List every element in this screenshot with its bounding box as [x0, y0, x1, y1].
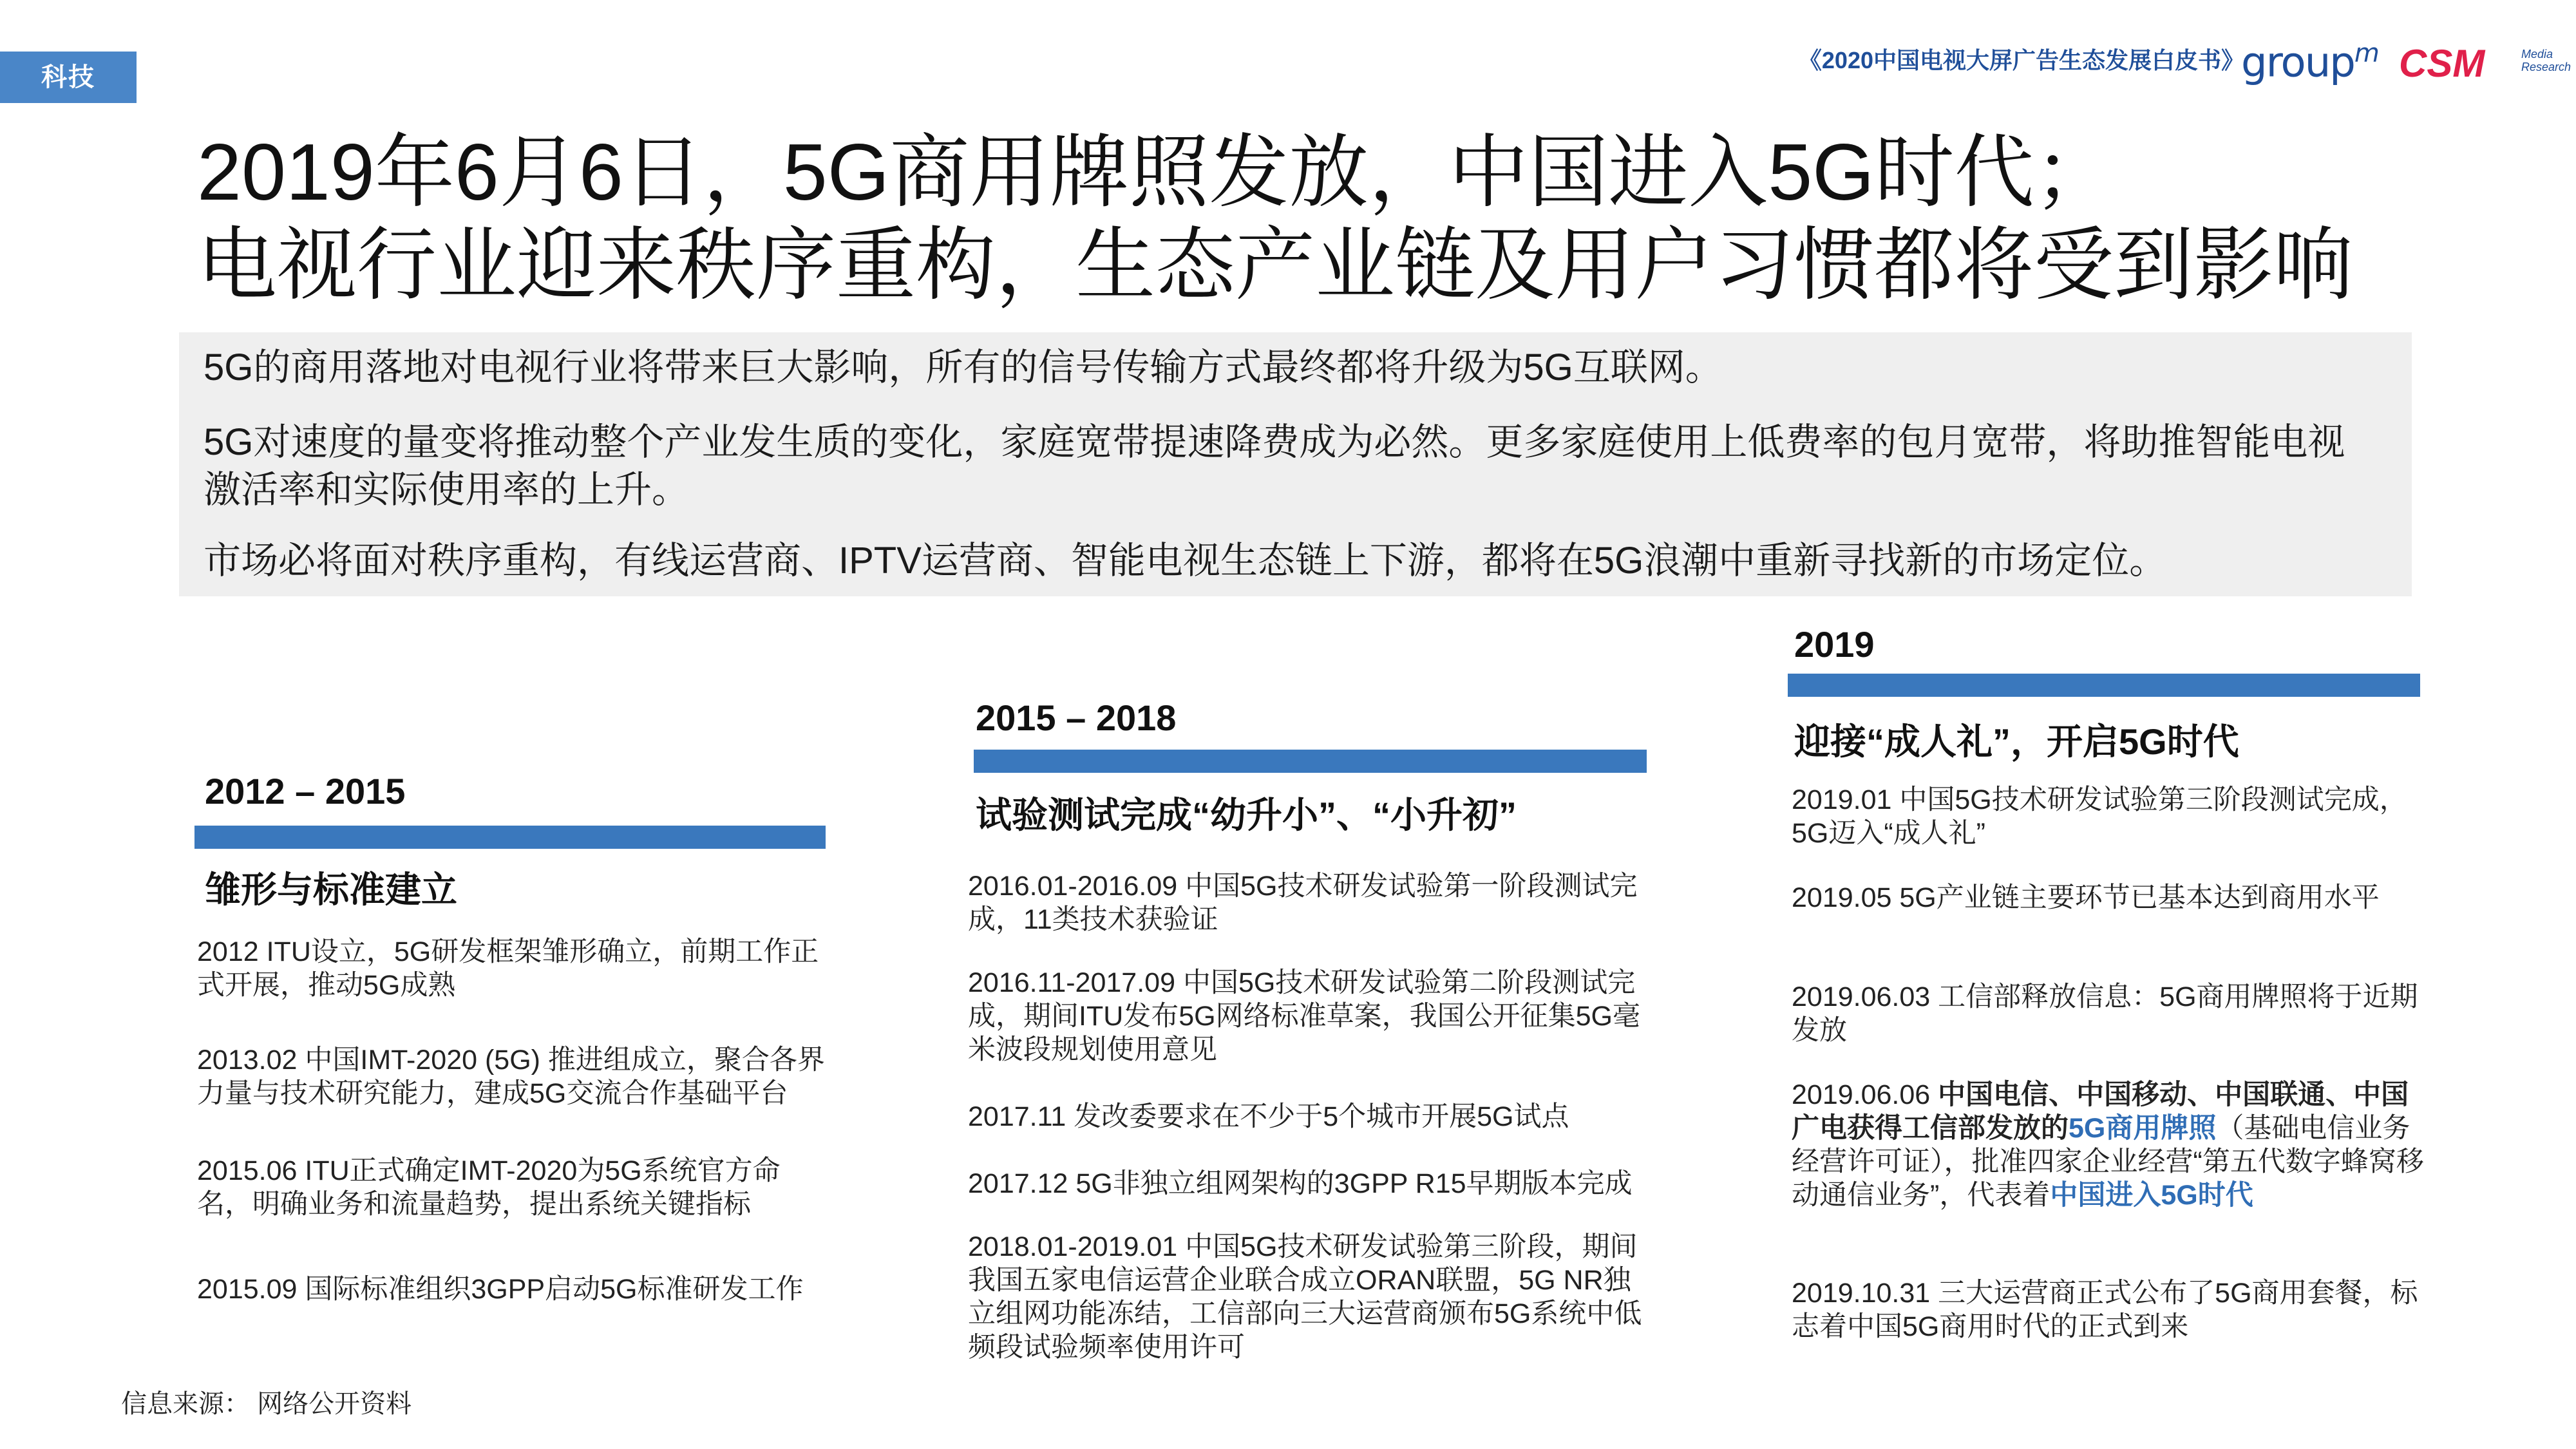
- timeline-col2-bar: [974, 750, 1647, 773]
- item-0606-license-highlight: 5G商用牌照: [2069, 1113, 2217, 1144]
- timeline-col3-item: 2019.10.31 三大运营商正式公布了5G商用套餐，标志着中国5G商用时代的正式到来: [1792, 1278, 2418, 1342]
- headline-line-1: 2019年6月6日，5G商用牌照发放，中国进入5G时代；: [197, 128, 2114, 217]
- item-0606-date: 2019.06.06: [1792, 1079, 1938, 1110]
- timeline-col3-subtitle: 迎接“成人礼”，开启5G时代: [1794, 721, 2239, 762]
- timeline-col2-item: 2017.12 5G非独立组网架构的3GPP R15早期版本完成: [968, 1168, 1633, 1199]
- item-0606-5g-era-highlight: 中国进入5G时代: [2050, 1180, 2253, 1211]
- source-note: 信息来源： 网络公开资料: [121, 1390, 412, 1418]
- timeline-col3-period: 2019: [1794, 624, 1875, 665]
- summary-paragraph-1: 5G的商用落地对电视行业将带来巨大影响，所有的信号传输方式最终都将升级为5G互联网。: [204, 346, 1723, 388]
- timeline-col3-item-0606: [1792, 1078, 2436, 1212]
- summary-paragraph-2: [204, 419, 2393, 514]
- timeline-col2-period: 2015 – 2018: [976, 697, 1177, 738]
- timeline-col2-item: 2016.01-2016.09 中国5G技术研发试验第一阶段测试完成，11类技术获验证: [968, 871, 1638, 935]
- timeline-col1-period: 2012 – 2015: [205, 771, 406, 811]
- item-0606-details: （基础电信业务经营许可证），批准四家企业经营“第五代数字蜂窝移动通信业务”，代表着: [1792, 1113, 2424, 1211]
- summary-box: [179, 332, 2412, 596]
- timeline-col3-item: 2019.06.03 工信部释放信息：5G商用牌照将于近期发放: [1792, 981, 2418, 1046]
- category-tag: 科技: [0, 52, 137, 103]
- report-title: 《2020中国电视大屏广告生态发展白皮书》: [1798, 47, 2244, 73]
- timeline-col2-item: 2017.11 发改委要求在不少于5个城市开展5G试点: [968, 1101, 1569, 1132]
- timeline-col3-item: 2019.01 中国5G技术研发试验第三阶段测试完成，5G迈入“成人礼”: [1792, 784, 2407, 849]
- groupm-logo-mark: m: [2354, 39, 2378, 68]
- timeline-col1-item: 2013.02 中国IMT-2020 (5G) 推进组成立，聚合各界力量与技术研究能力，建成5G交流合作基础平台: [197, 1045, 825, 1109]
- summary-paragraph-3: 市场必将面对秩序重构，有线运营商、IPTV运营商、智能电视生态链上下游，都将在5G浪潮中重新寻找新的市场定位。: [204, 540, 2167, 582]
- csm-logo-subtitle: Media Research: [2521, 48, 2571, 73]
- timeline-col2-item: 2016.11-2017.09 中国5G技术研发试验第二阶段测试完成，期间ITU发布5G网络标准草案，我国公开征集5G毫米波段规划使用意见: [968, 967, 1640, 1065]
- item-0606-operators: 中国电信、中国移动、中国联通、中国广电获得工信部发放的: [1792, 1079, 2409, 1144]
- groupm-logo-text: group: [2241, 39, 2354, 87]
- summary-paragraph-2-line-1: 5G对速度的量变将推动整个产业发生质的变化，家庭宽带提速降费成为必然。更多家庭使用上低费率的包月宽带，将助推智能电视: [204, 421, 2345, 463]
- groupm-logo: [2241, 39, 2378, 86]
- timeline-col1-item: 2015.09 国际标准组织3GPP启动5G标准研发工作: [197, 1274, 804, 1305]
- timeline-col2-item: 2018.01-2019.01 中国5G技术研发试验第三阶段，期间我国五家电信运营企业联合成立ORAN联盟，5G NR独立组网功能冻结，工信部向三大运营商颁布5G系统中低频段试验频率使用许可: [968, 1231, 1642, 1363]
- timeline-col1-subtitle: 雏形与标准建立: [205, 869, 457, 910]
- timeline-col2-subtitle: 试验测试完成“幼升小”、“小升初”: [976, 795, 1517, 835]
- csm-logo: CSM: [2399, 42, 2485, 85]
- page-headline: [197, 126, 2515, 312]
- timeline-col1-bar: [194, 826, 826, 849]
- timeline-col3-item: 2019.05 5G产业链主要环节已基本达到商用水平: [1792, 882, 2380, 913]
- timeline-col1-item: 2012 ITU设立，5G研发框架雏形确立，前期工作正式开展，推动5G成熟: [197, 936, 819, 1001]
- headline-line-2: 电视行业迎来秩序重构，生态产业链及用户习惯都将受到影响: [197, 221, 2354, 310]
- timeline-col3-bar: [1788, 674, 2420, 697]
- summary-paragraph-2-line-2: 激活率和实际使用率的上升。: [204, 469, 690, 511]
- timeline-col1-item: 2015.06 ITU正式确定IMT-2020为5G系统官方命名，明确业务和流量趋势，提出系统关键指标: [197, 1155, 781, 1220]
